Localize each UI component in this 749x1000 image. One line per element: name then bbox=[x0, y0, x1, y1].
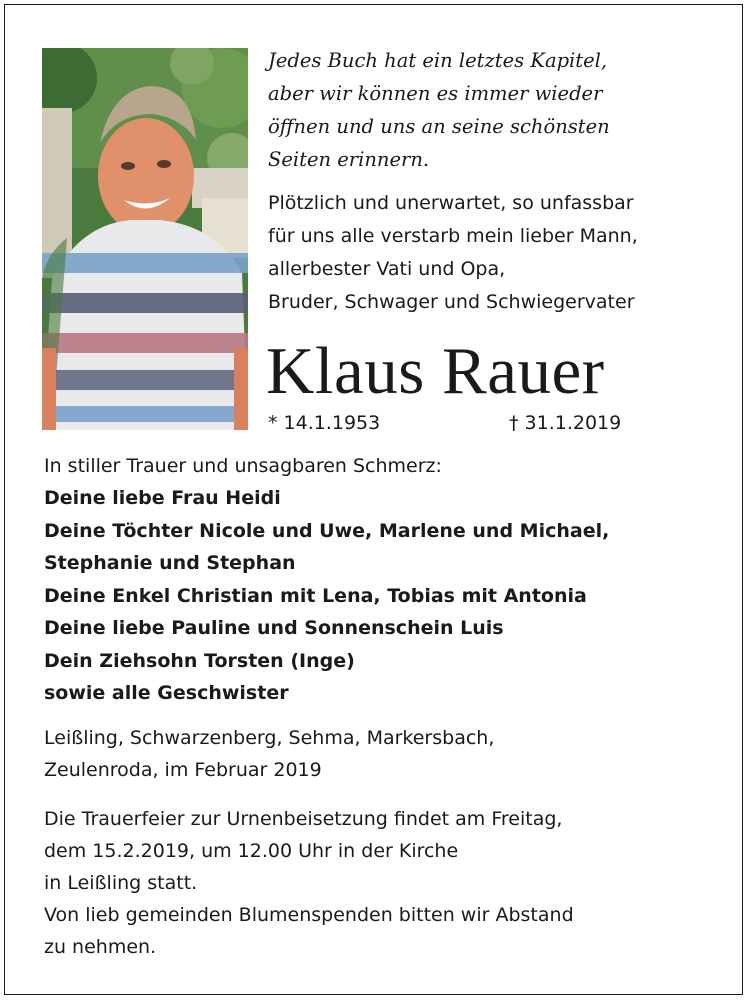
announcement-block bbox=[268, 187, 638, 319]
funeral-service-block bbox=[44, 803, 574, 963]
service-line: in Leißling statt. bbox=[44, 872, 198, 894]
mourners-list bbox=[44, 482, 609, 710]
places-date-block bbox=[44, 722, 494, 786]
deceased-name: Klaus Rauer bbox=[266, 334, 605, 408]
portrait-photo bbox=[42, 48, 248, 430]
places-line: Leißling, Schwarzenberg, Sehma, Markersbach, bbox=[44, 727, 495, 749]
mourner-line: sowie alle Geschwister bbox=[44, 682, 289, 704]
quote-line: öffnen und uns an seine schönsten bbox=[268, 115, 610, 138]
service-line: Von lieb gemeinden Blumenspenden bitten wir Abstand bbox=[44, 904, 574, 926]
mourner-line: Deine liebe Frau Heidi bbox=[44, 487, 281, 509]
announcement-line: Plötzlich und unerwartet, so unfassbar bbox=[268, 192, 634, 214]
quote-line: aber wir können es immer wieder bbox=[268, 82, 603, 105]
announcement-line: für uns alle verstarb mein lieber Mann, bbox=[268, 225, 638, 247]
service-line: dem 15.2.2019, um 12.00 Uhr in der Kirche bbox=[44, 840, 459, 862]
death-date: † 31.1.2019 bbox=[509, 412, 622, 434]
announcement-line: Bruder, Schwager und Schwiegervater bbox=[268, 291, 635, 313]
mourner-line: Deine liebe Pauline und Sonnenschein Luis bbox=[44, 617, 504, 639]
mourners-heading: In stiller Trauer und unsagbaren Schmerz: bbox=[44, 455, 442, 477]
birth-date: * 14.1.1953 bbox=[268, 412, 381, 434]
quote-block bbox=[268, 44, 610, 176]
places-line: Zeulenroda, im Februar 2019 bbox=[44, 759, 322, 781]
mourner-line: Stephanie und Stephan bbox=[44, 552, 296, 574]
mourner-line: Deine Töchter Nicole und Uwe, Marlene und Michael, bbox=[44, 519, 610, 542]
service-line: zu nehmen. bbox=[44, 936, 157, 958]
mourner-line: Deine Enkel Christian mit Lena, Tobias mit Antonia bbox=[44, 584, 587, 607]
announcement-line: allerbester Vati und Opa, bbox=[268, 258, 506, 280]
service-line: Die Trauerfeier zur Urnenbeisetzung findet am Freitag, bbox=[44, 808, 563, 830]
quote-line: Seiten erinnern. bbox=[268, 148, 430, 171]
mourner-line: Dein Ziehsohn Torsten (Inge) bbox=[44, 649, 355, 672]
quote-line: Jedes Buch hat ein letztes Kapitel, bbox=[268, 49, 608, 72]
